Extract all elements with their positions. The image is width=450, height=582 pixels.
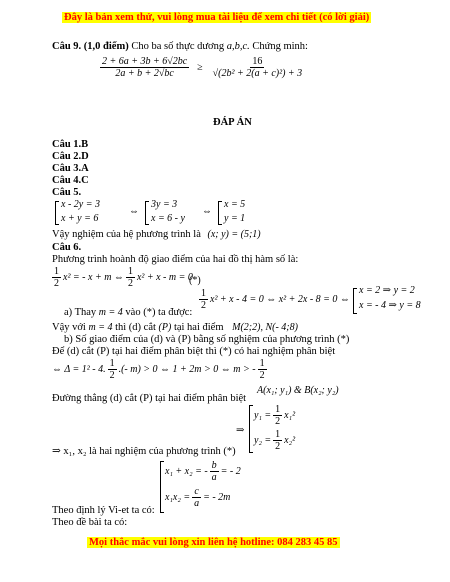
c6-y2: y₂ = (254, 435, 272, 446)
q9-lhs-fraction (100, 56, 189, 79)
c6-y2-line (254, 429, 295, 452)
c6-y1-line (254, 404, 295, 427)
c6-b-text: b) Số giao điểm của (d) và (P) bằng số nghiệm của phương trình (*) (64, 334, 350, 345)
c6-y1b: x₁² (284, 410, 296, 421)
c6-a-eq-text: x² + x - 4 = 0 ⇔ x² + 2x - 8 = 0 ⇔ (210, 294, 350, 305)
c6-star: (*) (189, 275, 201, 286)
q9-lhs-num: 2 + 6a + 3b + 6√2bc (102, 56, 188, 67)
c6-vay-pts: M(2;2), N(- 4;8) (232, 322, 298, 333)
c6-vay2: thì (d) cắt (115, 322, 156, 333)
c6-a-text2: vào (*) ta được: (125, 307, 193, 318)
q9-rhs-den: √(2b² + 2(a + c)²) + 3 (212, 68, 303, 79)
c6-half-4: $\frac{1}{2}$ (109, 358, 115, 381)
c6-half-2: $\frac{1}{2}$ (127, 266, 133, 289)
q9-rhs-num: 16 (252, 56, 263, 67)
answer-5: Câu 5. (52, 187, 82, 198)
c6-y2b: x₂² (284, 435, 296, 446)
q9-inequality (100, 56, 304, 79)
c5-solution: (x; y) = (5;1) (207, 229, 261, 240)
c6-a-eq (199, 288, 350, 311)
c6-a-text: a) Thay (64, 307, 97, 318)
answer-title: ĐÁP ÁN (213, 117, 252, 128)
c6-half-1: $\frac{1}{2}$ (54, 266, 59, 289)
c6-eq1 (52, 266, 193, 289)
c5-sys1-b: x + y = 6 (61, 213, 99, 224)
c6-a-brace (353, 288, 357, 314)
c6-vay: Vậy với (52, 322, 86, 333)
c6-half-7: $\frac{1}{2}$ (275, 429, 281, 452)
c6-eq1-b: x² + x - m = 0 (136, 272, 193, 283)
header-note (62, 7, 371, 25)
c5-sys3-a: x = 5 (224, 199, 246, 210)
c5-conclusion (52, 229, 261, 241)
answer-3: Câu 3.A (52, 163, 89, 174)
c6-half-6: $\frac{1}{2}$ (275, 404, 281, 427)
q9-lhs-den: 2a + b + 2√bc (115, 68, 174, 79)
c6-half-3: $\frac{1}{2}$ (201, 288, 206, 311)
c6-vieta-prod-frac: $\frac{c}{a}$ (194, 486, 200, 509)
c5-conclusion-text: Vậy nghiệm của hệ phương trình là (52, 229, 201, 240)
q9-vars: a,b,c. (226, 41, 250, 52)
c5-sys1-a: x - 2y = 3 (61, 199, 100, 210)
c6-y-brace (249, 405, 253, 453)
c5-sys2-b: x = 6 - y (151, 213, 185, 224)
c6-line1: Phương trình hoành độ giao điểm của hai đồ thị hàm số là: (52, 254, 299, 265)
c6-eq1-a: x² = - x + m ⇔ (63, 272, 124, 283)
c5-brace-2 (145, 201, 149, 225)
header-note-text: Đây là bản xem thử, vui lòng mua tài liệu để xem chi tiết (có lời giải) (64, 12, 370, 23)
c6-d-text: Để (d) cắt (P) tại hai điểm phân biệt thì (*) có hai nghiệm phân biệt (52, 346, 336, 357)
c6-half-5: $\frac{1}{2}$ (259, 358, 265, 381)
c6-vieta-prod-val: = - 2m (203, 492, 231, 503)
q9-text: Cho ba số thực dương (131, 41, 225, 52)
q9-text2: Chứng minh: (252, 41, 308, 52)
c6-vay3: tại hai điểm (173, 322, 224, 333)
c6-a-line (64, 307, 192, 319)
c6-imp: ⇒ (236, 425, 245, 436)
c6-vieta-prod-a: x₁x₂ = (165, 492, 191, 503)
footer-note-text: Mọi thắc mắc vui lòng xin liên hệ hotline: 084 283 45 85 (89, 537, 338, 548)
c6-line-d: Đường thẳng (d) cắt (P) tại hai điểm phân biệt (52, 393, 247, 404)
answer-4: Câu 4.C (52, 175, 89, 186)
c5-sys2-a: 3y = 3 (151, 199, 178, 210)
c6-vay-line (52, 322, 298, 334)
c6-vay-m: m = 4 (88, 322, 113, 333)
c6-delta-line (52, 358, 267, 381)
c6-a-m: m = 4 (98, 307, 123, 318)
c6-a-sol2: x = - 4 ⇒ y = 8 (359, 300, 421, 311)
c6-vieta-sum-val: = - 2 (220, 466, 241, 477)
answer-1: Câu 1.B (52, 139, 89, 150)
c6-delta-a: ⇔ Δ = 1² - 4. (52, 364, 106, 375)
c6-pts-AB: A(x₁; y₁) & B(x₂; y₂) (257, 385, 339, 396)
c6-label: Câu 6. (52, 242, 82, 253)
c6-de-bai: Theo đề bài ta có: (52, 517, 128, 528)
c6-vieta-sum (165, 460, 241, 483)
c5-arrow-2: ⇔ (202, 206, 212, 217)
q9-geq: ≥ (197, 62, 203, 73)
c5-sys3-b: y = 1 (224, 213, 246, 224)
c6-vieta-prod (165, 486, 230, 509)
q9-rhs-fraction (211, 56, 305, 79)
c6-vieta: Theo định lý Vi-et ta có: (52, 505, 155, 516)
c6-vieta-sum-a: x₁ + x₂ = - (165, 466, 208, 477)
c5-arrow-1: ⇔ (129, 206, 139, 217)
c6-delta-b: .(- m) > 0 ⇔ 1 + 2m > 0 ⇔ m > - (118, 364, 256, 375)
q9-statement (52, 41, 308, 53)
c6-vieta-sum-frac: $\frac{b}{a}$ (211, 460, 217, 483)
c6-a-sol1: x = 2 ⇒ y = 2 (359, 285, 415, 296)
c5-brace-3 (218, 201, 222, 225)
c6-y1: y₁ = (254, 410, 272, 421)
c5-brace-1 (55, 201, 59, 225)
q9-label: Câu 9. (1,0 điểm) (52, 41, 129, 52)
footer-note (87, 532, 340, 550)
c6-vieta-brace (160, 461, 164, 513)
answer-2: Câu 2.D (52, 151, 89, 162)
c6-vay-P: (P) (158, 322, 172, 333)
c6-roots: ⇒ x₁, x₂ là hai nghiệm của phương trình (*) (52, 446, 236, 457)
